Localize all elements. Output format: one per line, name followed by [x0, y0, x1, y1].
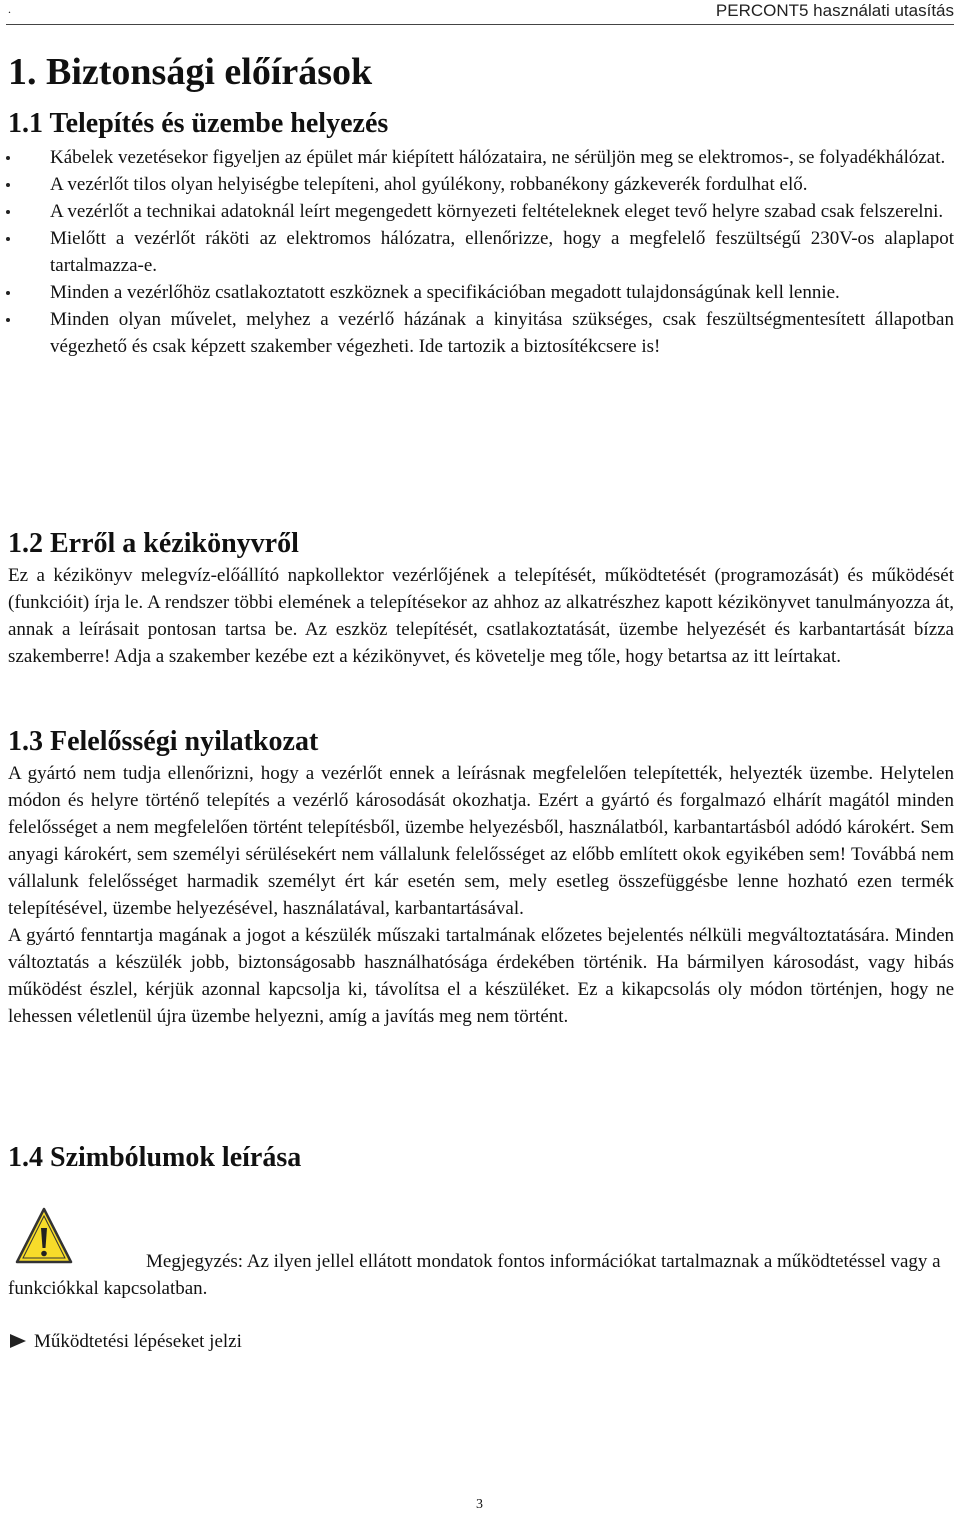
bullet-item	[0, 279, 954, 306]
bullet-item	[0, 171, 954, 198]
paragraph: A gyártó fenntartja magának a jogot a készülék műszaki tartalmának előzetes bejelentés nélküli megváltoztatására. Minden változtatás a készülék jobb, biztonságosabb használhatósága érdekében történik. Ha bármilyen károsodást, vagy hibás működést észlel, kérjük azonnal kapcsolja ki, távolítsa el a készüléket. Ez a kikapcsolás oly módon történjen, hogy ne lehessen véletlenül újra üzembe helyezni, amíg a javítás meg nem történt.	[8, 925, 954, 1027]
section-1-2-body	[8, 562, 954, 670]
bullet-dot-icon	[6, 156, 10, 160]
bullet-dot-icon	[6, 291, 10, 295]
action-text: Működtetési lépéseket jelzi	[34, 1331, 242, 1352]
section-1-3-body	[8, 760, 954, 1030]
header-title: PERCONT5 használati utasítás	[715, 1, 954, 20]
header-dot: .	[8, 2, 11, 16]
paragraph: A gyártó nem tudja ellenőrizni, hogy a vezérlőt ennek a leírásnak megfelelően telepítették, helyezték üzembe. Helytelen módon és helyre történő telepítés a vezérlő károsodását okozhatja. Ezért a gyártó és forgalmazó elhárít magától minden felelősséget a nem megfelelően történt telepítésből, üzembe helyezésből, használatból, karbantartásból adódó károkért. Sem anyagi károkért, sem személyi sérülésekért nem vállalunk felelősséget az előbb említett okok egyikében sem! Továbbá nem vállalunk felelősséget harmadik személyt ért kár esetén sem, mely esetleg összefüggésbe lenne hozható ezen termék telepítésével, üzembe helyezésével, használatával, karbantartásával.	[8, 763, 954, 919]
section-1-2-title: 1.2 Erről a kézikönyvről	[8, 528, 299, 559]
bullet-dot-icon	[6, 237, 10, 241]
play-triangle-icon	[10, 1334, 26, 1348]
bullet-text: Kábelek vezetésekor figyeljen az épület már kiépített hálózataira, ne sérüljön meg se elektromos-, se folyadékhálózat.	[50, 147, 946, 168]
bullet-text: Mielőtt a vezérlőt ráköti az elektromos hálózatra, ellenőrizze, hogy a megfelelő feszültségű 230V-os alaplapot tartalmazza-e.	[50, 228, 954, 276]
bullet-text: A vezérlőt tilos olyan helyiségbe telepíteni, ahol gyúlékony, robbanékony gázkeverék fordulhat elő.	[50, 174, 808, 195]
header-rule	[6, 24, 954, 25]
note-text: Megjegyzés: Az ilyen jellel ellátott mondatok fontos információkat tartalmaznak a működtetéssel vagy a funkciókkal kapcsolatban.	[8, 1251, 941, 1299]
bullet-text: Minden olyan művelet, melyhez a vezérlő házának a kinyitása szükséges, csak feszültségmentesített állapotban végezhető és csak képzett szakember végezheti. Ide tartozik a biztosítékcsere is!	[50, 309, 954, 357]
section-1-3-title: 1.3 Felelősségi nyilatkozat	[8, 726, 319, 757]
paragraph: Ez a kézikönyv melegvíz-előállító napkollektor vezérlőjének a telepítését, működtetését (programozását) és működését (funkcióit) írja le. A rendszer többi elemének a telepítésekor az ahhoz az alkatrészhez kapott kézikönyvet tanulmányozza át, annak a leírásait pontosan tartsa be. Az eszköz telepítését, csatlakoztatását, üzembe helyezését és karbantartását bízza szakemberre! Adja a szakember kezébe ezt a kézikönyvet, és követelje meg tőle, hogy betartsa az itt leírtakat.	[8, 565, 954, 667]
safety-bullet-list	[0, 144, 954, 360]
bullet-text: A vezérlőt a technikai adatoknál leírt megengedett környezeti feltételeknek eleget tevő helyre szabad csak felszerelni.	[50, 201, 944, 222]
section-1-4-title: 1.4 Szimbólumok leírása	[8, 1142, 302, 1173]
action-step-description	[10, 1328, 242, 1355]
bullet-dot-icon	[6, 318, 10, 322]
bullet-text: Minden a vezérlőhöz csatlakoztatott eszköznek a specifikációban megadott tulajdonságúnak kell lennie.	[50, 282, 840, 303]
page-header	[0, 0, 960, 26]
bullet-item	[0, 306, 954, 360]
bullet-item	[0, 198, 954, 225]
section-1-1-title: 1.1 Telepítés és üzembe helyezés	[8, 108, 389, 139]
page-number: 3	[476, 1497, 483, 1512]
bullet-item	[0, 225, 954, 279]
bullet-dot-icon	[6, 210, 10, 214]
bullet-dot-icon	[6, 183, 10, 187]
note-description	[8, 1248, 954, 1302]
bullet-item	[0, 144, 954, 171]
section-1-title: 1. Biztonsági előírások	[8, 51, 373, 93]
